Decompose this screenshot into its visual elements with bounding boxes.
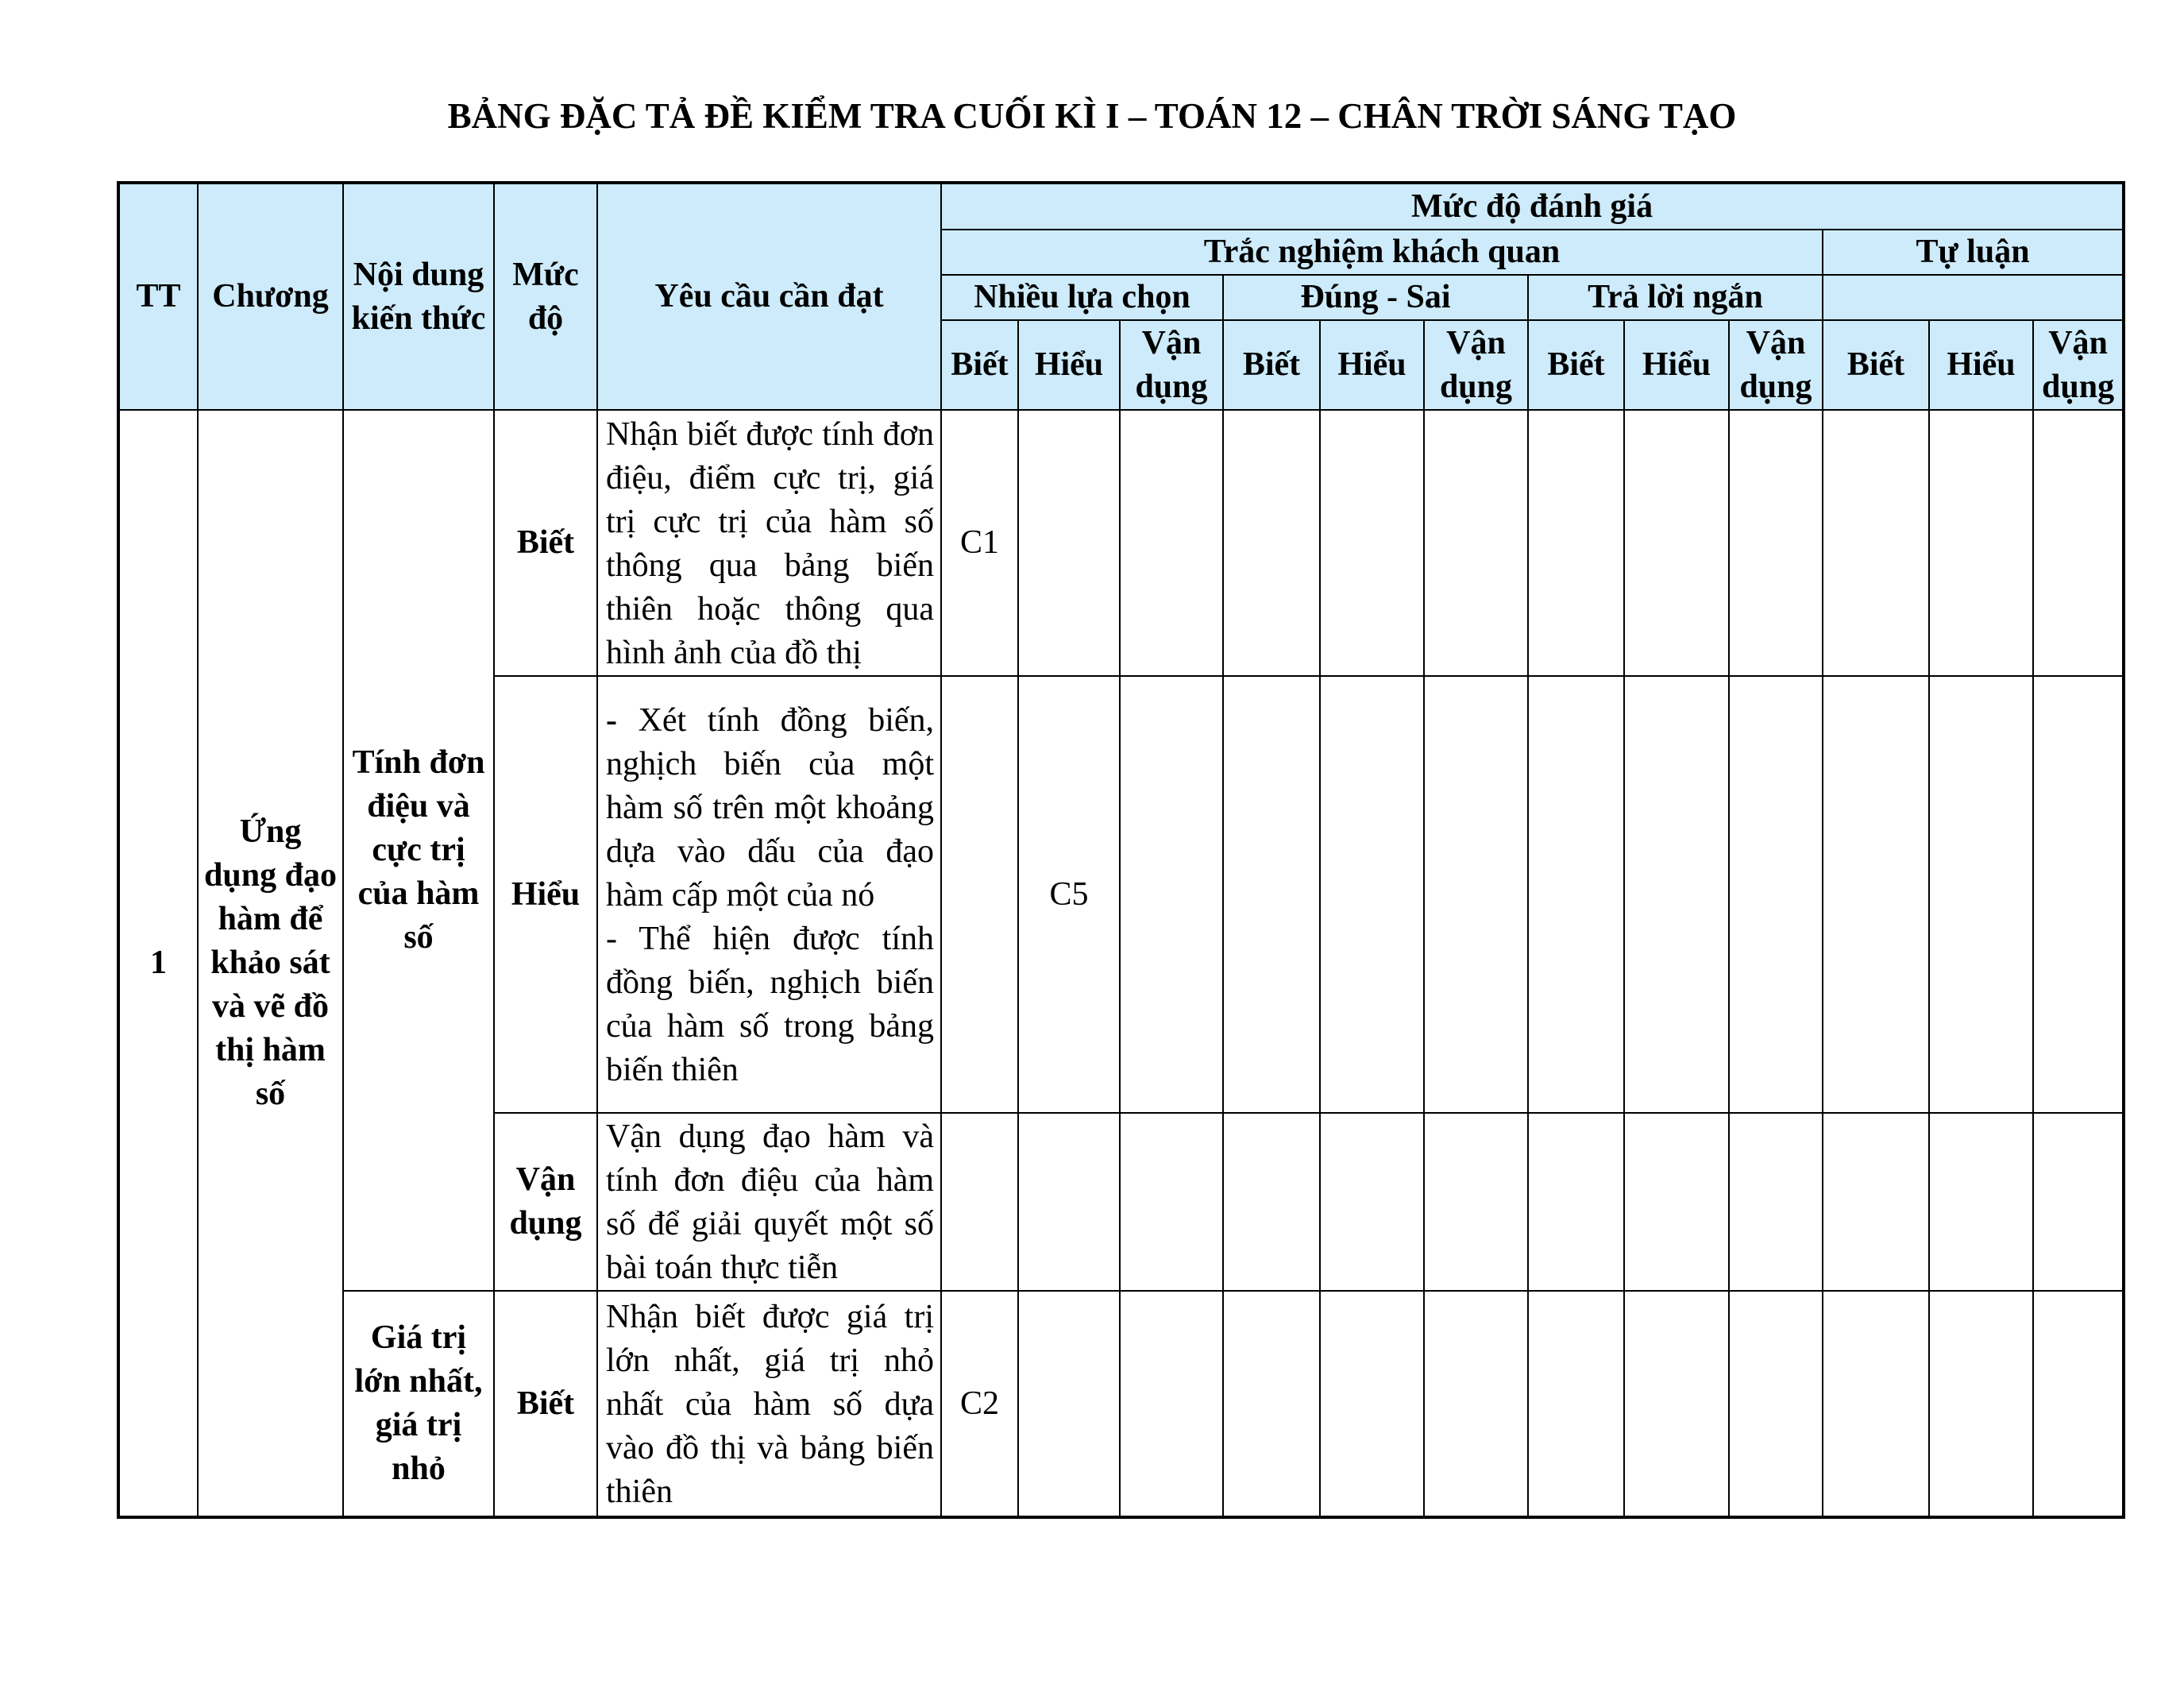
header-cell-dung-sai: Đúng - Sai [1223,275,1528,320]
header-cell-tu-luan-sub-empty [1823,275,2124,320]
question-cell-c2: C2 [941,1291,1018,1517]
header-cell-muc-do: Mức độ [494,183,597,410]
grid-cell [1120,1113,1223,1291]
grid-cell [1528,676,1624,1113]
question-cell-c1: C1 [941,410,1018,676]
header-cell-yeu-cau: Yêu cầu cần đạt [597,183,941,410]
grid-cell [1120,1291,1223,1517]
header-cell-nhieu-lua-chon: Nhiều lựa chọn [941,275,1223,320]
bullet-dash: - [606,701,617,739]
header-cell-tln-hieu: Hiểu [1624,320,1729,410]
header-cell-noi-dung: Nội dung kiến thức [343,183,494,410]
header-cell-nlc-hieu: Hiểu [1018,320,1120,410]
body-noi-dung-cell-1: Tính đơn điệu và cực trị của hàm số [343,410,494,1291]
body-chuong-cell: Ứng dụng đạo hàm để khảo sát và vẽ đồ thị hàm số [198,410,343,1517]
grid-cell [1929,676,2033,1113]
header-cell-ds-hieu: Hiểu [1320,320,1424,410]
grid-cell [2033,1113,2124,1291]
exam-spec-table [117,181,2125,1519]
grid-cell [1624,1291,1729,1517]
grid-cell [941,1113,1018,1291]
header-cell-tln-biet: Biết [1528,320,1624,410]
yeu-cau-bullet-1 [606,699,934,917]
grid-cell [1729,676,1823,1113]
body-muc-do-cell-biet-2: Biết [494,1291,597,1517]
body-muc-do-cell-hieu: Hiểu [494,676,597,1113]
grid-cell [1729,1291,1823,1517]
body-yeu-cau-cell-3: Vận dụng đạo hàm và tính đơn điệu của hàm số để giải quyết một số bài toán thực tiễn [597,1113,941,1291]
grid-cell [1120,676,1223,1113]
grid-cell [1223,1113,1320,1291]
header-cell-tl-van-dung: Vận dụng [2033,320,2124,410]
grid-cell [1624,676,1729,1113]
grid-cell [1018,410,1120,676]
grid-cell [1320,676,1424,1113]
header-cell-trac-nghiem-khach-quan: Trắc nghiệm khách quan [941,230,1823,275]
grid-cell [1223,410,1320,676]
grid-cell [1624,1113,1729,1291]
header-cell-ds-van-dung: Vận dụng [1424,320,1528,410]
header-cell-muc-do-danh-gia: Mức độ đánh giá [941,183,2124,230]
grid-cell [2033,676,2124,1113]
bullet-text: Xét tính đồng biến, nghịch biến của một hàm số trên một khoảng dựa vào dấu của đạo hàm cấp một của nó [606,701,935,914]
grid-cell [1528,410,1624,676]
header-cell-tl-hieu: Hiểu [1929,320,2033,410]
grid-cell [1823,676,1929,1113]
header-cell-nlc-van-dung: Vận dụng [1120,320,1223,410]
header-cell-tu-luan: Tự luận [1823,230,2124,275]
header-cell-chuong: Chương [198,183,343,410]
grid-cell [1528,1113,1624,1291]
grid-cell [1823,410,1929,676]
grid-cell [1320,1291,1424,1517]
grid-cell [1320,410,1424,676]
grid-cell [1823,1291,1929,1517]
body-noi-dung-cell-2: Giá trị lớn nhất, giá trị nhỏ [343,1291,494,1517]
body-muc-do-cell-van-dung: Vận dụng [494,1113,597,1291]
grid-cell [1424,410,1528,676]
grid-cell [941,676,1018,1113]
grid-cell [1929,410,2033,676]
yeu-cau-bullet-2 [606,917,934,1092]
header-cell-ds-biet: Biết [1223,320,1320,410]
grid-cell [1424,1291,1528,1517]
body-yeu-cau-cell-4: Nhận biết được giá trị lớn nhất, giá trị nhỏ nhất của hàm số dựa vào đồ thị và bảng biến thiên [597,1291,941,1517]
grid-cell [1320,1113,1424,1291]
grid-cell [1018,1113,1120,1291]
grid-cell [1929,1291,2033,1517]
body-yeu-cau-cell-1: Nhận biết được tính đơn điệu, điểm cực trị, giá trị cực trị của hàm số thông qua bảng biến thiên hoặc thông qua hình ảnh của đồ thị [597,410,941,676]
grid-cell [1120,410,1223,676]
body-yeu-cau-cell-2 [597,676,941,1113]
grid-cell [2033,1291,2124,1517]
bullet-dash: - [606,920,617,957]
header-cell-tra-loi-ngan: Trả lời ngắn [1528,275,1823,320]
header-cell-tln-van-dung: Vận dụng [1729,320,1823,410]
bullet-text: Thể hiện được tính đồng biến, nghịch biến của hàm số trong bảng biến thiên [606,920,934,1088]
grid-cell [1223,1291,1320,1517]
question-cell-c5: C5 [1018,676,1120,1113]
header-cell-tt: TT [118,183,198,410]
grid-cell [1729,410,1823,676]
grid-cell [1729,1113,1823,1291]
grid-cell [2033,410,2124,676]
grid-cell [1929,1113,2033,1291]
grid-cell [1424,1113,1528,1291]
grid-cell [1223,676,1320,1113]
header-cell-tl-biet: Biết [1823,320,1929,410]
grid-cell [1424,676,1528,1113]
body-tt-value: 1 [118,410,198,1517]
body-muc-do-cell-biet: Biết [494,410,597,676]
grid-cell [1624,410,1729,676]
grid-cell [1823,1113,1929,1291]
grid-cell [1018,1291,1120,1517]
document-title: BẢNG ĐẶC TẢ ĐỀ KIỂM TRA CUỐI KÌ I – TOÁN 12 – CHÂN TRỜI SÁNG TẠO [447,96,1737,136]
header-cell-nlc-biet: Biết [941,320,1018,410]
grid-cell [1528,1291,1624,1517]
